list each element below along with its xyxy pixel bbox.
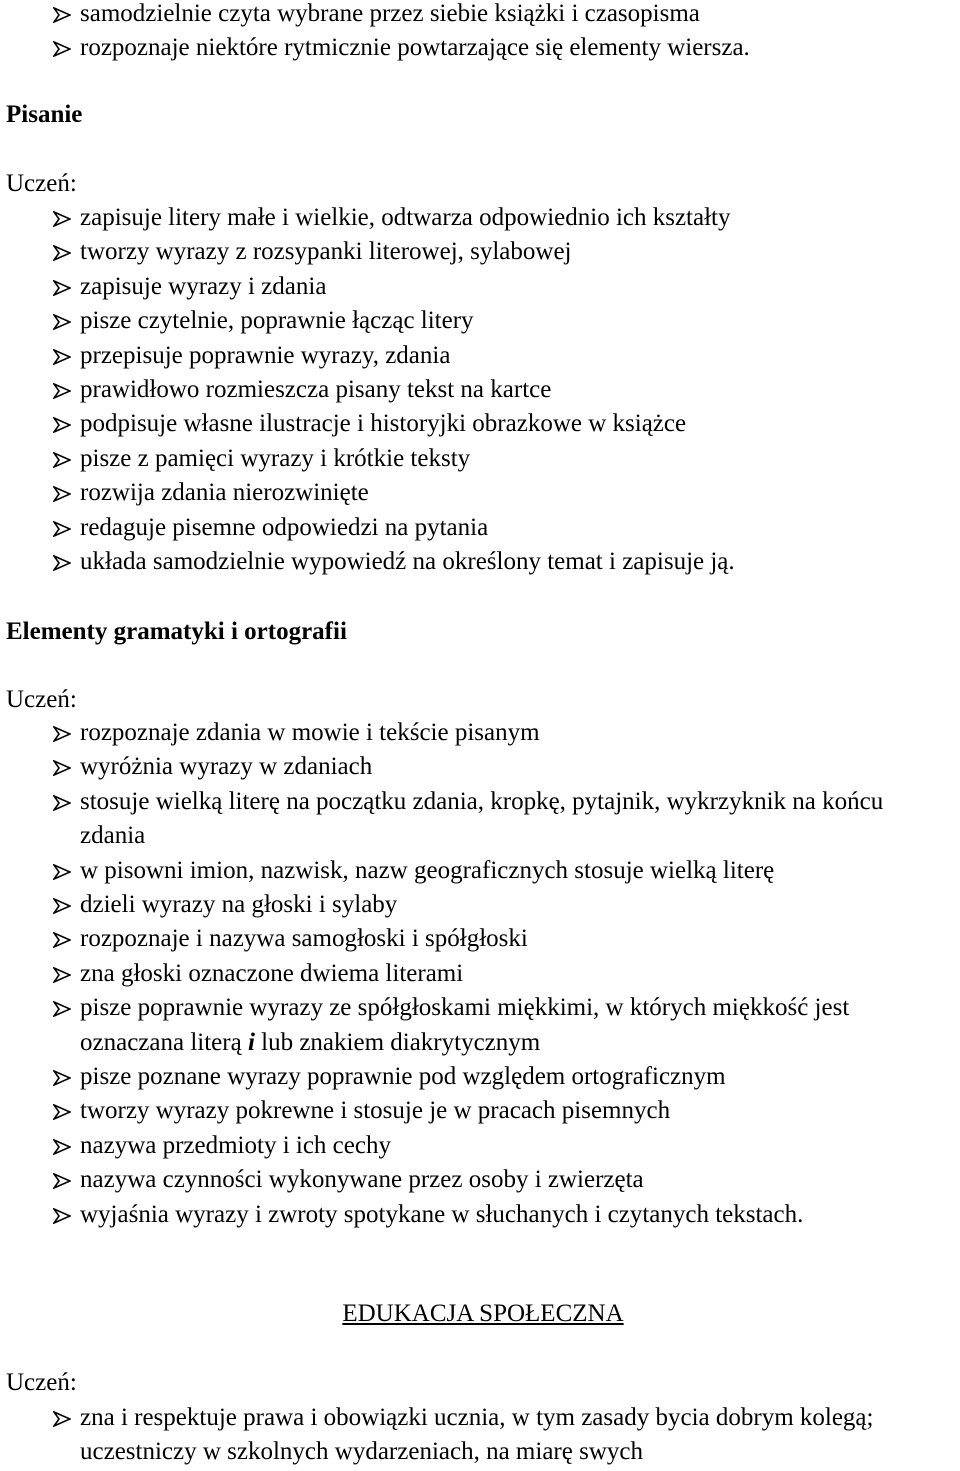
list-item (0, 407, 960, 441)
list-item-text: rozpoznaje zdania w mowie i tekście pisanym (80, 719, 540, 746)
list-item-text: pisze poznane wyrazy poprawnie pod względem ortograficznym (80, 1063, 726, 1091)
arrowhead-bullet-icon (53, 760, 71, 776)
arrowhead-bullet-icon (53, 211, 71, 227)
list-item (0, 991, 960, 1060)
pisanie-list (0, 201, 960, 579)
arrowhead-bullet-icon (53, 898, 71, 914)
list-item-text: redaguje pisemne odpowiedzi na pytania (80, 513, 489, 541)
arrowhead-bullet-icon (53, 726, 71, 742)
arrowhead-bullet-icon (53, 1411, 71, 1427)
list-item-text: rozpoznaje niektóre rytmicznie powtarzające się elementy wiersza. (80, 34, 750, 62)
list-item-text: zna głoski oznaczone dwiema literami (80, 959, 464, 987)
list-item-text: stosuje wielką literę na początku zdania, kropkę, pytajnik, wykrzyknik na końcu zdania (80, 787, 884, 850)
intro-list (0, 0, 960, 66)
arrowhead-bullet-icon (53, 7, 71, 23)
list-item-text: podpisuje własne ilustracje i historyjki obrazkowe w książce (80, 410, 687, 438)
list-item-text: wyróżnia wyrazy w zdaniach (80, 753, 373, 781)
arrowhead-bullet-icon (53, 864, 71, 880)
list-item (0, 922, 960, 956)
list-item (0, 304, 960, 338)
list-item-text: układa samodzielnie wypowiedź na określony temat i zapisuje ją. (80, 548, 735, 576)
arrowhead-bullet-icon (53, 1070, 71, 1086)
list-item (0, 373, 960, 407)
section-title-pisanie: Pisanie (6, 101, 83, 128)
list-item-text: pisze z pamięci wyrazy i krótkie teksty (80, 444, 471, 472)
gramatyka-list (0, 716, 960, 1232)
list-item (0, 1094, 960, 1128)
arrowhead-bullet-icon (53, 1208, 71, 1224)
list-item-text: nazywa przedmioty i ich cechy (80, 1131, 391, 1159)
list-item (0, 442, 960, 476)
arrowhead-bullet-icon (53, 280, 71, 296)
list-item-text-before: pisze poprawnie wyrazy ze spółgłoskami miękkimi, w których miękkość jest oznaczana literą (80, 994, 850, 1056)
list-item-text: dzieli wyrazy na głoski i sylaby (80, 891, 398, 919)
list-item-text: rozpoznaje i nazywa samogłoski i spółgłoski (80, 925, 528, 953)
arrowhead-bullet-icon (53, 1139, 71, 1155)
list-item-text: zapisuje litery małe i wielkie, odtwarza odpowiednio ich kształty (80, 204, 731, 231)
emphasized-letter: i (247, 1028, 255, 1056)
list-item (0, 1060, 960, 1094)
section-label: Uczeń: (6, 170, 77, 197)
spoleczna-list (0, 1401, 960, 1470)
arrowhead-bullet-icon (53, 1104, 71, 1120)
arrowhead-bullet-icon (53, 383, 71, 399)
list-item-text: wyjaśnia wyrazy i zwroty spotykane w słuchanych i czytanych tekstach. (80, 1200, 804, 1228)
list-item (0, 476, 960, 510)
list-item-text: pisze czytelnie, poprawnie łącząc litery (80, 307, 474, 335)
arrowhead-bullet-icon (53, 349, 71, 365)
arrowhead-bullet-icon (53, 452, 71, 468)
arrowhead-bullet-icon (53, 521, 71, 537)
list-item-text: przepisuje poprawnie wyrazy, zdania (80, 341, 451, 369)
arrowhead-bullet-icon (53, 417, 71, 433)
list-item (0, 1129, 960, 1163)
list-item-text: nazywa czynności wykonywane przez osoby i zwierzęta (80, 1166, 644, 1194)
list-item (0, 201, 960, 235)
arrowhead-bullet-icon (53, 932, 71, 948)
arrowhead-bullet-icon (53, 486, 71, 502)
list-item (0, 511, 960, 545)
list-item-text: prawidłowo rozmieszcza pisany tekst na kartce (80, 376, 552, 404)
list-item (0, 716, 960, 750)
list-item-text: rozwija zdania nierozwinięte (80, 479, 369, 507)
list-item-text: w pisowni imion, nazwisk, nazw geograficznych stosuje wielką literę (80, 856, 775, 884)
list-item (0, 854, 960, 888)
list-item (0, 957, 960, 991)
section-label: Uczeń: (6, 686, 77, 713)
list-item (0, 785, 960, 854)
arrowhead-bullet-icon (53, 41, 71, 57)
list-item-text: tworzy wyrazy pokrewne i stosuje je w pracach pisemnych (80, 1097, 671, 1125)
arrowhead-bullet-icon (53, 555, 71, 571)
list-item-text-after: lub znakiem diakrytycznym (254, 1028, 541, 1056)
section-label: Uczeń: (6, 1369, 77, 1396)
section-title-gramatyka: Elementy gramatyki i ortografii (6, 618, 347, 645)
arrowhead-bullet-icon (53, 314, 71, 330)
list-item (0, 888, 960, 922)
list-item-text: zapisuje wyrazy i zdania (80, 272, 327, 300)
arrowhead-bullet-icon (53, 795, 71, 811)
list-item (0, 31, 960, 65)
list-item-text: samodzielnie czyta wybrane przez siebie książki i czasopisma (80, 0, 700, 27)
list-item (0, 0, 960, 31)
list-item (0, 270, 960, 304)
list-item (0, 1401, 960, 1470)
list-item-text: zna i respektuje prawa i obowiązki ucznia, w tym zasady bycia dobrym kolegą; uczestniczy w szkolnych wydarzeniach, na miarę swych (80, 1404, 874, 1466)
arrowhead-bullet-icon (53, 967, 71, 983)
arrowhead-bullet-icon (53, 1173, 71, 1189)
list-item (0, 750, 960, 784)
list-item (0, 545, 960, 579)
list-item (0, 1198, 960, 1232)
arrowhead-bullet-icon (53, 245, 71, 261)
list-item-text: tworzy wyrazy z rozsypanki literowej, sylabowej (80, 238, 572, 266)
arrowhead-bullet-icon (53, 1001, 71, 1017)
section-title-edukacja-spoleczna: EDUKACJA SPOŁECZNA (342, 1300, 624, 1327)
list-item (0, 235, 960, 269)
list-item (0, 1163, 960, 1197)
list-item (0, 339, 960, 373)
